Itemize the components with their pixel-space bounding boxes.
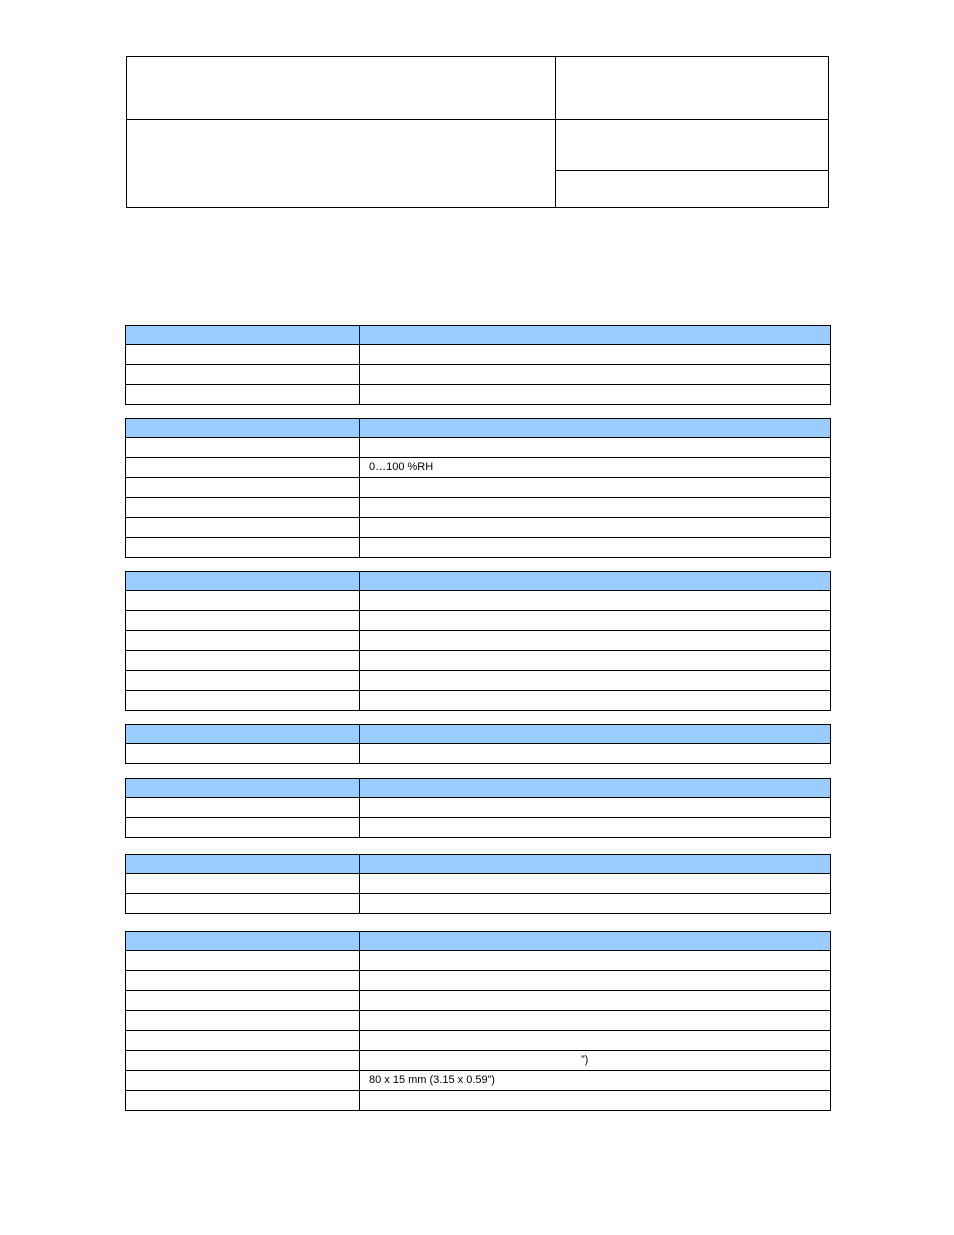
spec-table [125,724,831,764]
table-row [126,1011,831,1031]
table-row [126,438,831,458]
table-row [126,478,831,498]
spec-table [125,325,831,405]
table-header-row [126,725,831,744]
table-row [126,498,831,518]
spec-table [125,778,831,838]
table-row [126,894,831,914]
table-row [126,691,831,711]
table-row [126,345,831,365]
table-row [126,971,831,991]
spec-table [125,854,831,914]
table-row [126,385,831,405]
table-row [126,671,831,691]
header-divider-right [555,170,828,171]
table-header-row [126,855,831,874]
table-row [126,1091,831,1111]
table-row [126,744,831,764]
table-row [126,818,831,838]
table-row [126,518,831,538]
header-divider-vertical [555,57,556,207]
spec-table [125,571,831,711]
table-row [126,365,831,385]
table-row [126,874,831,894]
table-row [126,458,831,478]
table-row [126,591,831,611]
table-row [126,798,831,818]
document-header-box [126,56,829,208]
table-row [126,1071,831,1091]
spec-table [125,418,831,558]
table-header-row [126,419,831,438]
table-header-row [126,932,831,951]
table-row [126,1031,831,1051]
table-header-row [126,779,831,798]
table-row [126,951,831,971]
header-divider-horizontal [127,119,828,120]
table-row [126,631,831,651]
table-row [126,611,831,631]
table-row [126,991,831,1011]
table-row [126,538,831,558]
table-row [126,1051,831,1071]
spec-value: ”) [581,1054,589,1066]
table-header-row [126,326,831,345]
spec-table [125,931,831,1111]
spec-value: 80 x 15 mm (3.15 x 0.59”) [369,1074,495,1086]
table-header-row [126,572,831,591]
table-row [126,651,831,671]
spec-value: 0…100 %RH [369,461,434,473]
